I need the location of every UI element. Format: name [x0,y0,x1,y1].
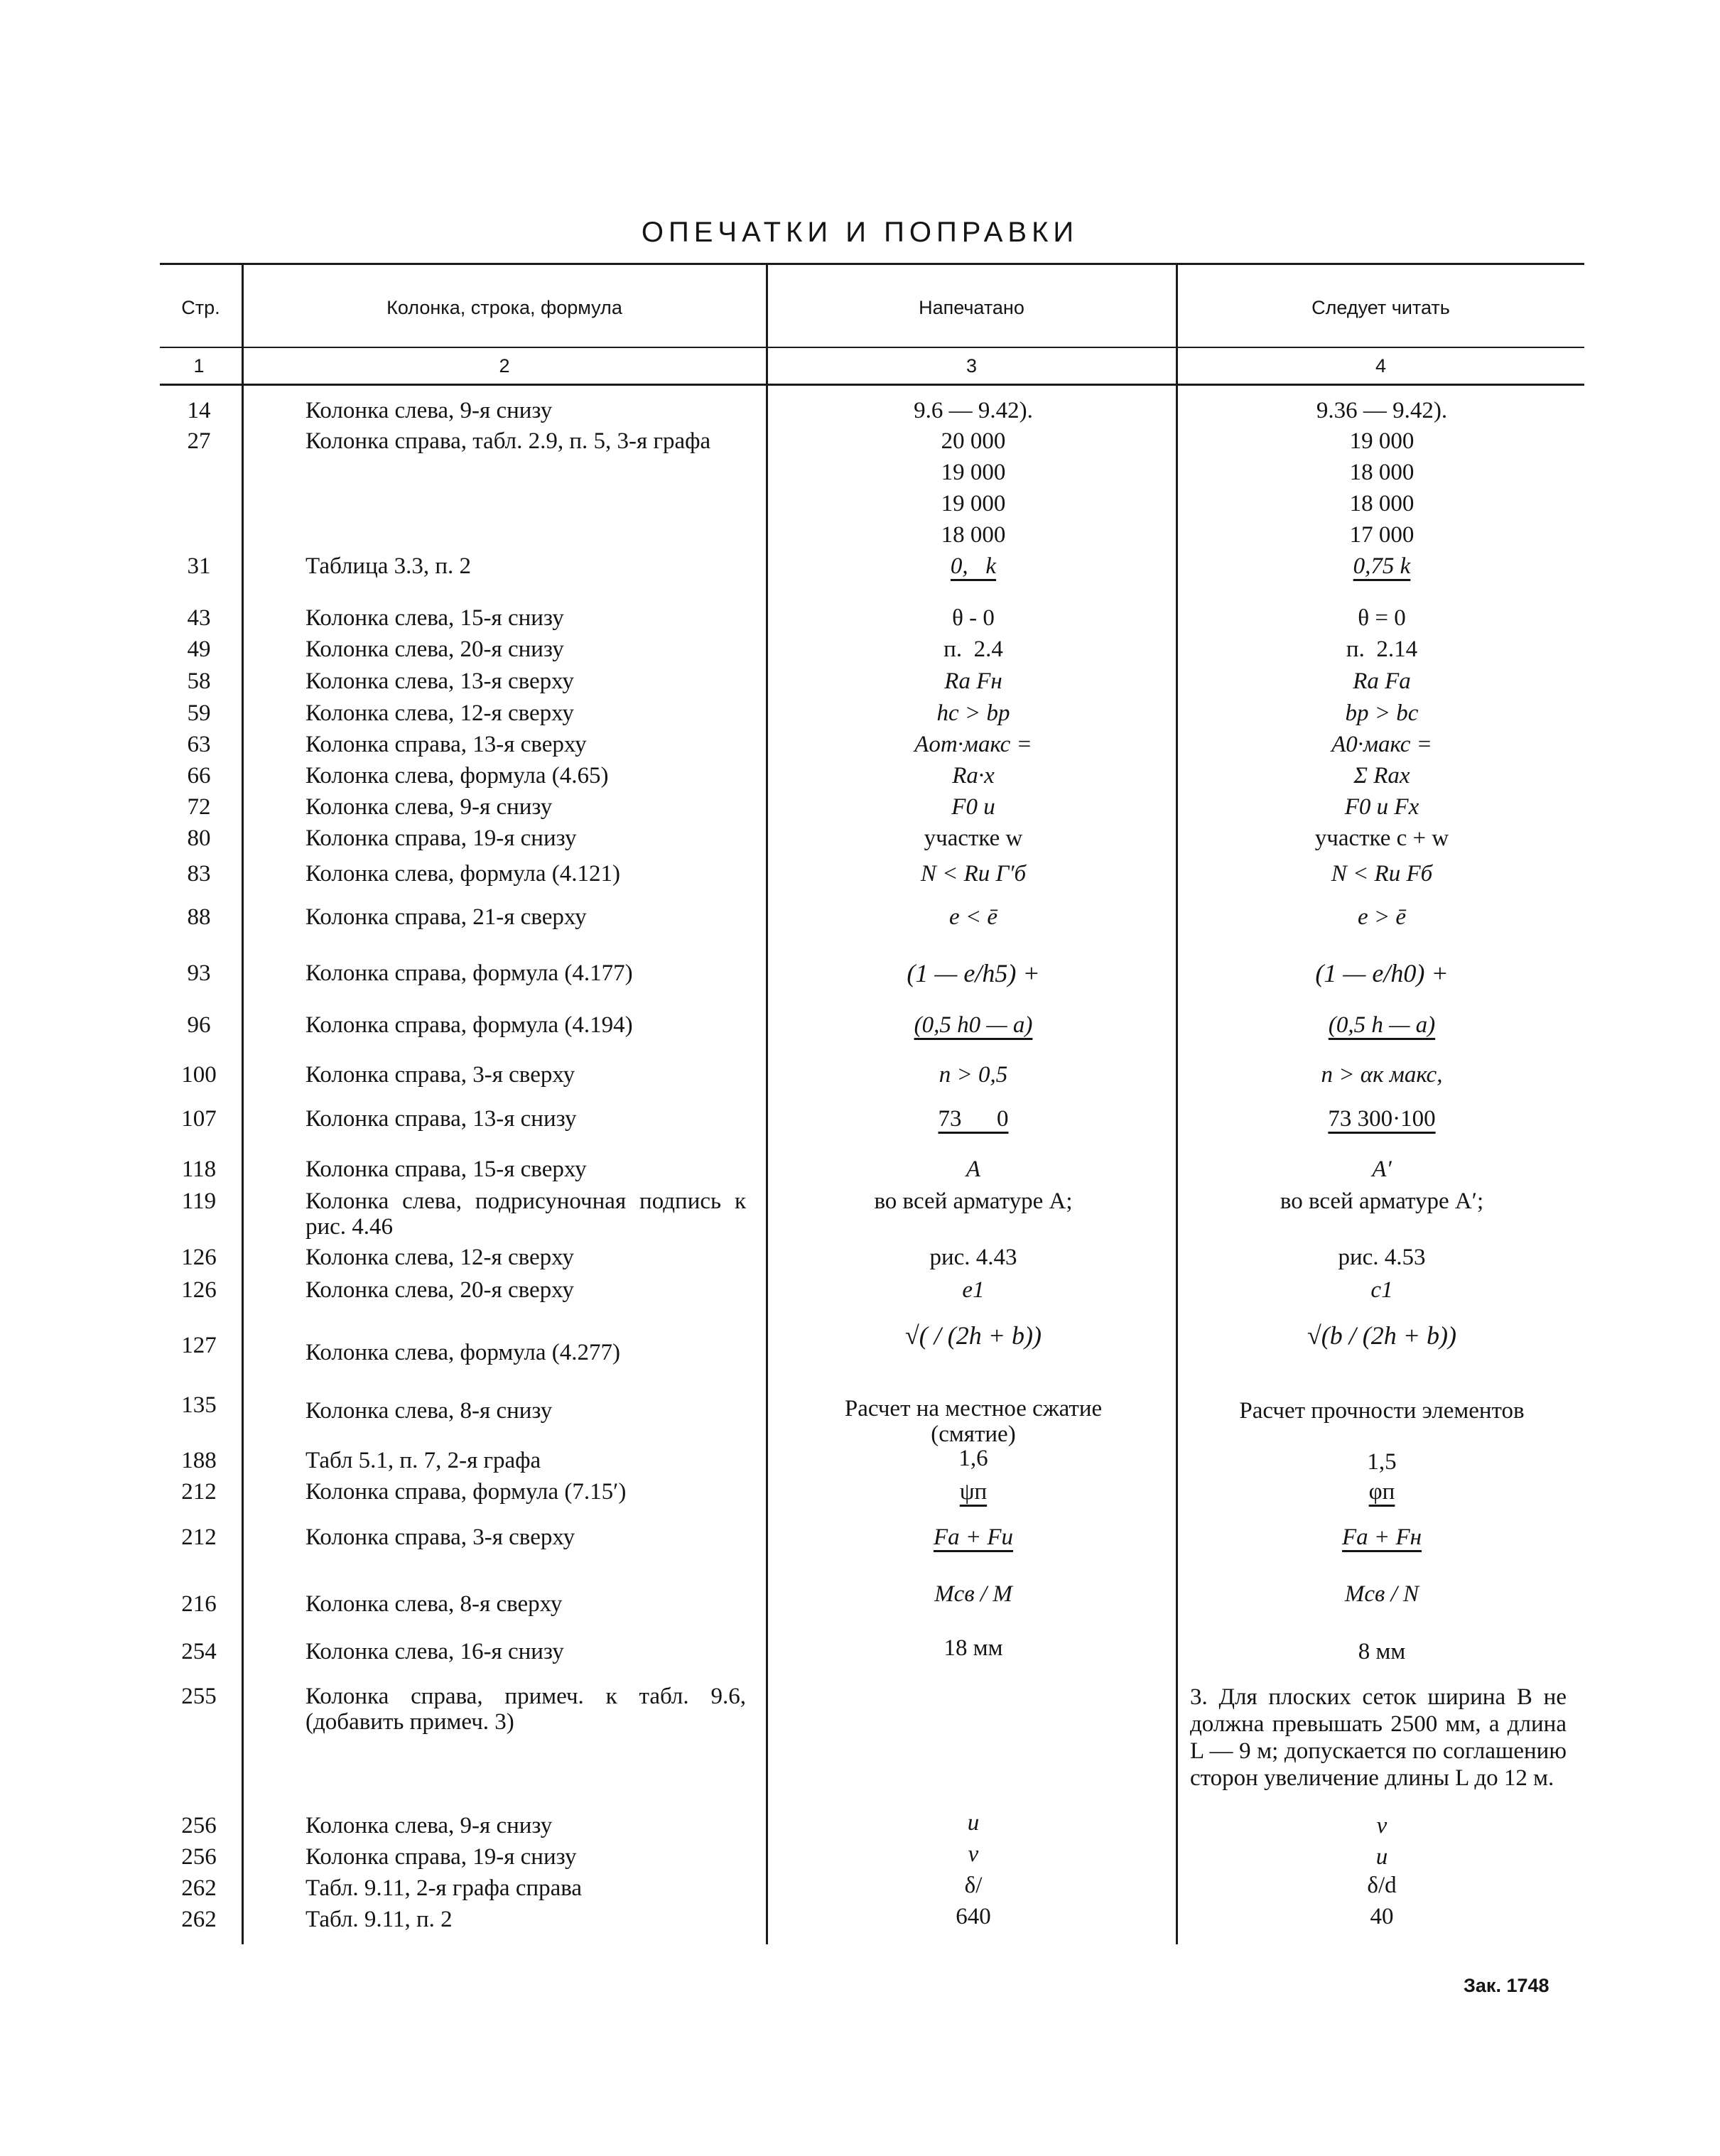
page-number: 119 [181,1188,217,1214]
location-text: Табл. 9.11, п. 2 [305,1907,453,1932]
page-number: 88 [187,904,211,930]
printed-value: (1 — e/h5) + [907,959,1040,987]
correct-value: рис. 4.53 [1338,1245,1426,1270]
correct-value: Расчет прочности элементов [1239,1398,1525,1424]
location-text: Колонка справа, 19-я снизу [305,825,577,851]
location-text: Таблица 3.3, п. 2 [305,553,472,579]
printed-value: (0,5 h0 — a) [914,1012,1033,1038]
printed-value: v [968,1841,979,1867]
printed-value: e < ē [948,904,998,930]
header-printed: Напечатано [919,297,1024,318]
printed-value: 19 000 [941,491,1006,516]
correct-value: Rа Fа [1353,668,1411,694]
location-text: Колонка справа, табл. 2.9, п. 5, 3-я графа [305,428,711,454]
printed-value: 1,6 [958,1446,988,1471]
location-text: Колонка справа, 3-я сверху [305,1062,575,1088]
header-rule [160,347,1584,348]
location-text: Колонка слева, 9-я снизу [305,1813,553,1838]
page-number: 14 [187,398,211,423]
page-number: 254 [181,1639,217,1664]
column-number: 4 [1375,355,1387,377]
printed-value: рис. 4.43 [929,1245,1017,1270]
correct-value: A0·макс = [1331,732,1432,757]
printed-value: δ/ [964,1873,983,1898]
page-number: 262 [181,1907,217,1932]
printed-value: Rа·х [952,763,995,789]
location-text: Колонка справа, формула (4.194) [305,1012,633,1038]
page-number: 188 [181,1448,217,1473]
printed-value: Aот·макс = [914,732,1032,757]
correct-value: δ/d [1367,1873,1397,1898]
correct-value: 19 000 [1349,428,1415,454]
printed-value: hс > bр [936,700,1010,726]
printed-value: 0, k [950,553,997,579]
location-text: Колонка слева, 12-я сверху [305,700,574,726]
printed-value: 20 000 [941,428,1006,454]
location-text: Колонка справа, 13-я сверху [305,732,587,757]
header-page: Стр. [181,297,220,318]
location-text: Колонка слева, 20-я снизу [305,636,564,662]
table-top-rule [160,263,1584,265]
printed-value: во всей арматуре A; [874,1188,1073,1214]
location-text: Колонка справа, формула (4.177) [305,960,633,986]
printed-value: 18 мм [943,1635,1003,1661]
printed-value: 18 000 [941,522,1006,548]
printed-value: A [966,1156,981,1182]
column-numbers-rule [160,384,1584,386]
page-number: 126 [181,1245,217,1270]
page-number: 59 [187,700,211,726]
column-divider-2 [766,264,768,1944]
correct-value: F0 и Fх [1344,794,1419,820]
location-text: Колонка слева, формула (4.277) [305,1340,620,1365]
correct-value: 9.36 — 9.42). [1316,398,1448,423]
correct-value: (1 — e/h0) + [1315,959,1449,987]
correct-value: √(b / (2h + b)) [1307,1321,1456,1350]
correct-value: 8 мм [1358,1639,1406,1664]
printed-value: п. 2.4 [943,636,1003,662]
page-number: 83 [187,861,211,887]
location-text: Колонка справа, 19-я снизу [305,1844,577,1870]
printed-value: Mсв / M [934,1581,1012,1607]
location-text: Колонка слева, подрисуночная подпись к рис. 4.46 [305,1188,746,1240]
location-text: Колонка слева, формула (4.65) [305,763,609,789]
page-number: 255 [181,1684,217,1709]
page-number: 107 [181,1106,217,1132]
correct-value: участке c + w [1314,825,1449,851]
printed-value: √( / (2h + b)) [904,1321,1042,1350]
correct-value: 0,75 k [1353,553,1411,579]
printed-value: F0 и [951,794,995,820]
location-text: Колонка справа, 3-я сверху [305,1524,575,1550]
printed-value: 9.6 — 9.42). [914,398,1033,423]
location-text: Табл. 9.11, 2-я графа справа [305,1875,583,1901]
correct-value: θ = 0 [1358,605,1406,631]
column-divider-1 [242,264,244,1944]
printed-value: θ - 0 [952,605,995,631]
page-number: 212 [181,1524,217,1550]
correct-value: c1 [1370,1277,1393,1303]
correct-value: 73 300·100 [1328,1106,1436,1132]
location-text: Колонка слева, 12-я сверху [305,1245,574,1270]
printed-value: n > 0,5 [939,1062,1008,1088]
printed-value: Fа + Fи [933,1524,1014,1550]
page-number: 216 [181,1591,217,1617]
page-number: 49 [187,636,211,662]
correct-value: 18 000 [1349,460,1415,485]
correct-value: bр > bс [1345,700,1419,726]
location-text: Колонка слева, 9-я снизу [305,794,553,820]
page-number: 100 [181,1062,217,1088]
correct-value: (0,5 h — a) [1328,1012,1436,1038]
location-text: Колонка справа, 15-я сверху [305,1156,587,1182]
printed-value: 73 0 [938,1106,1009,1132]
location-text: Колонка слева, 15-я снизу [305,605,564,631]
column-number: 3 [966,355,978,377]
page-number: 212 [181,1479,217,1505]
location-text: Колонка справа, 13-я снизу [305,1106,577,1132]
page-number: 43 [187,605,211,631]
column-number: 1 [193,355,205,377]
column-divider-3 [1176,264,1178,1944]
location-text: Колонка слева, 9-я снизу [305,398,553,423]
page-number: 66 [187,763,211,789]
page-number: 96 [187,1012,211,1038]
page-number: 135 [181,1392,217,1418]
page-title: ОПЕЧАТКИ И ПОПРАВКИ [641,217,1079,248]
page-number: 126 [181,1277,217,1303]
page-number: 63 [187,732,211,757]
correct-value: п. 2.14 [1346,636,1418,662]
page-number: 93 [187,960,211,986]
correct-value: n > αк макс, [1321,1062,1443,1088]
correct-value: Fа + Fн [1342,1524,1422,1550]
correct-value: v [1376,1813,1388,1838]
page-number: 72 [187,794,211,820]
printed-value: N < Rи Г′б [920,861,1027,887]
location-text: Колонка слева, 8-я снизу [305,1398,553,1424]
location-text: Колонка справа, примеч. к табл. 9.6, (добавить примеч. 3) [305,1684,746,1735]
correct-value: 17 000 [1349,522,1415,548]
correct-value: 18 000 [1349,491,1415,516]
location-text: Колонка слева, 16-я снизу [305,1639,564,1664]
correct-value: Σ Rах [1353,763,1410,789]
page-number: 31 [187,553,211,579]
printed-value: Расчет на местное сжатие (смятие) [844,1396,1103,1447]
printed-value: e1 [962,1277,985,1303]
correct-value: A′ [1372,1156,1392,1182]
printed-value: 19 000 [941,460,1006,485]
page-number: 80 [187,825,211,851]
page-number: 27 [187,428,211,454]
column-number: 2 [499,355,510,377]
location-text: Колонка слева, 20-я сверху [305,1277,574,1303]
location-text: Колонка слева, 13-я сверху [305,668,574,694]
printed-value: 640 [956,1904,991,1929]
page-number: 118 [181,1156,217,1182]
page-number: 127 [181,1333,217,1358]
page-number: 256 [181,1813,217,1838]
location-text: Колонка слева, 8-я сверху [305,1591,563,1617]
location-text: Колонка справа, формула (7.15′) [305,1479,627,1505]
correct-value: u [1375,1844,1388,1870]
correct-value: e > ē [1357,904,1407,930]
location-text: Колонка слева, формула (4.121) [305,861,620,887]
correct-value: 1,5 [1367,1449,1397,1475]
page-number: 262 [181,1875,217,1901]
location-text: Табл 5.1, п. 7, 2-я графа [305,1448,541,1473]
correct-value: Mсв / N [1344,1581,1419,1607]
printed-value: ψп [959,1479,988,1505]
printed-value: Rа Fн [944,668,1002,694]
location-text: Колонка справа, 21-я сверху [305,904,587,930]
correct-value: N < Rи Fб [1331,861,1433,887]
page-number: 58 [187,668,211,694]
correct-value: 40 [1370,1904,1394,1929]
correct-value: во всей арматуре A′; [1280,1188,1484,1214]
correct-value: φп [1368,1479,1395,1505]
printed-value: u [967,1810,980,1836]
page-number: 256 [181,1844,217,1870]
printed-value: участке w [924,825,1023,851]
header-correct: Следует читать [1311,297,1450,318]
correct-value: 3. Для плоских сеток ширина B не должна превышать 2500 мм, а длина L — 9 м; допускается по соглашению сторон увеличение длины L до 12 м. [1190,1684,1567,1791]
order-number: Зак. 1748 [1464,1975,1549,1996]
header-location: Колонка, строка, формула [386,297,622,318]
